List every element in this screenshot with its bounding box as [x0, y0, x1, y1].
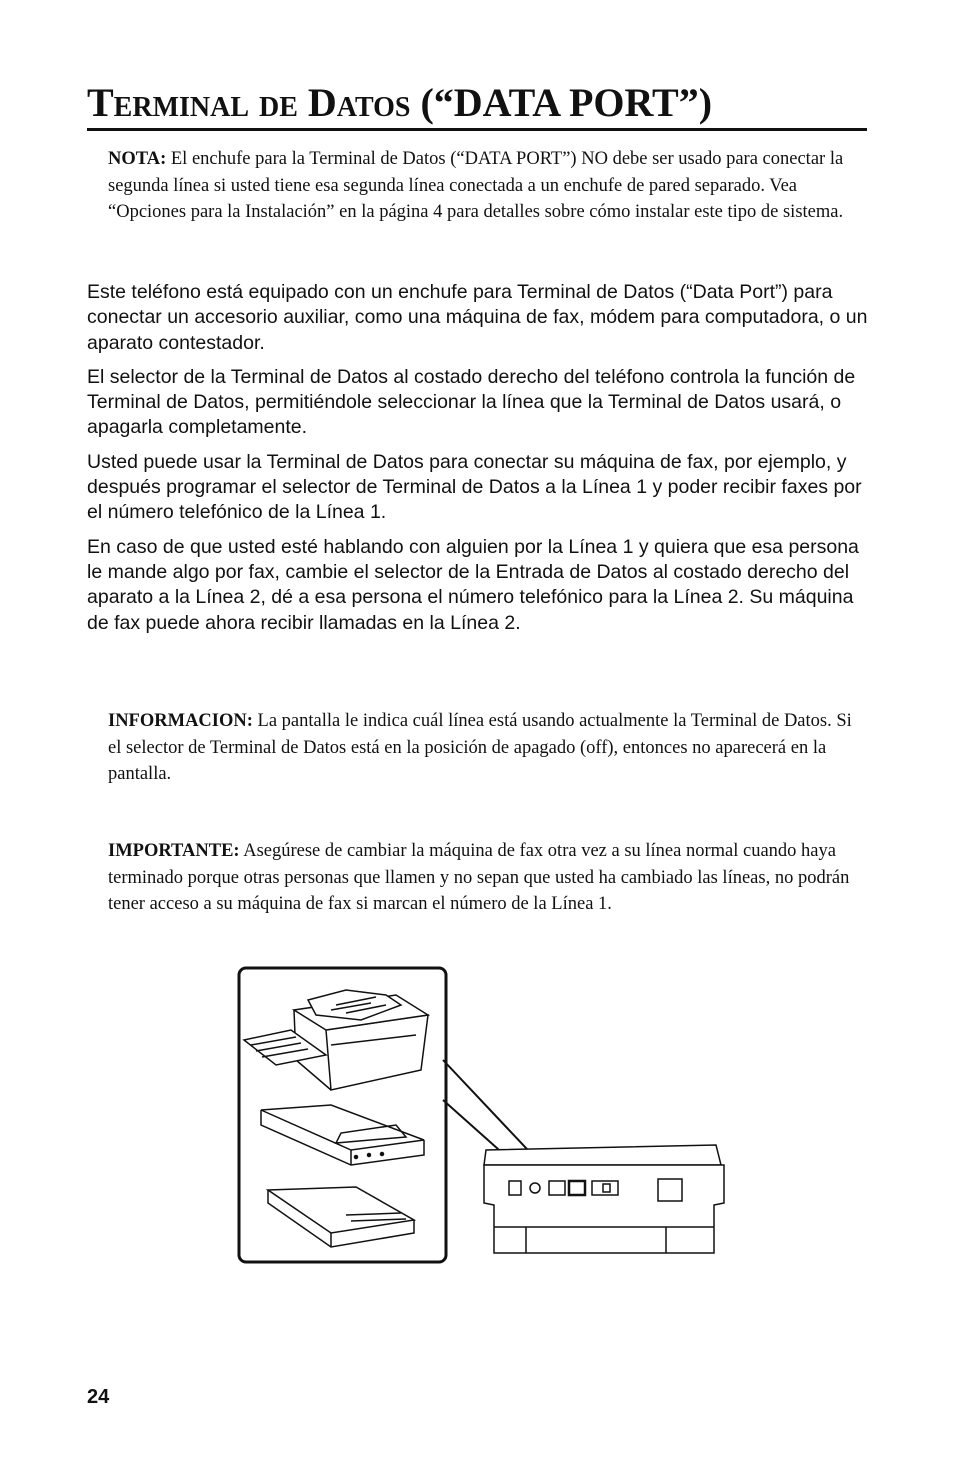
title-main: Terminal de Datos	[87, 80, 411, 125]
paragraph: Este teléfono está equipado con un enchufe para Terminal de Datos (“Data Port”) para conectar un accesorio auxiliar, como una máquina de fax, módem para computadora, o un aparato contestador.	[87, 281, 868, 354]
informacion-label: INFORMACION:	[108, 711, 253, 731]
data-port-illustration	[236, 965, 736, 1265]
body-paragraphs	[87, 280, 877, 645]
page-number: 24	[87, 1386, 110, 1408]
page-title	[87, 80, 867, 131]
nota-text: El enchufe para la Terminal de Datos (“DATA PORT”) NO debe ser usado para conectar la segunda línea si usted tiene esa segunda línea conectada a un enchufe de pared separado. Vea “Opciones para la Instalación” en la página 4 para detalles sobre cómo instalar este tipo de sistema.	[108, 149, 844, 222]
modem-icon	[261, 1105, 424, 1165]
telephone-rear-panel-icon	[484, 1145, 724, 1253]
paragraph: Usted puede usar la Terminal de Datos para conectar su máquina de fax, por ejemplo, y después programar el selector de Terminal de Datos a la Línea 1 y poder recibir faxes por el número telefónico de la Línea 1.	[87, 450, 862, 524]
paragraph: El selector de la Terminal de Datos al costado derecho del teléfono controla la función de Terminal de Datos, permitiéndole seleccionar la línea que la Terminal de Datos usará, o apagarla completamente.	[87, 365, 856, 439]
nota-label: NOTA:	[108, 149, 167, 169]
importante-text: Asegúrese de cambiar la máquina de fax otra vez a su línea normal cuando haya terminado porque otras personas que llamen y no sepan que usted ha cambiado las líneas, no podrán tener acceso a su máquina de fax si marcan el número de la Línea 1.	[108, 841, 850, 914]
informacion-note	[108, 708, 868, 788]
informacion-text: La pantalla le indica cuál línea está usando actualmente la Terminal de Datos. Si el selector de Terminal de Datos está en la posición de apagado (off), entonces no aparecerá en la pantalla.	[108, 711, 852, 784]
importante-note	[108, 838, 868, 918]
nota-note	[108, 146, 868, 226]
fax-machine-icon	[244, 990, 428, 1090]
paragraph: En caso de que usted esté hablando con alguien por la Línea 1 y quiera que esa persona le mande algo por fax, cambie el selector de la Entrada de Datos al costado derecho del aparato a la Línea 2, dé a esa persona el número telefónico para la Línea 2. Su máquina de fax puede ahora recibir llamadas en la Línea 2.	[87, 535, 859, 634]
answering-machine-icon	[268, 1187, 414, 1247]
importante-label: IMPORTANTE:	[108, 841, 240, 861]
title-data-port: (“DATA PORT”)	[420, 80, 713, 125]
